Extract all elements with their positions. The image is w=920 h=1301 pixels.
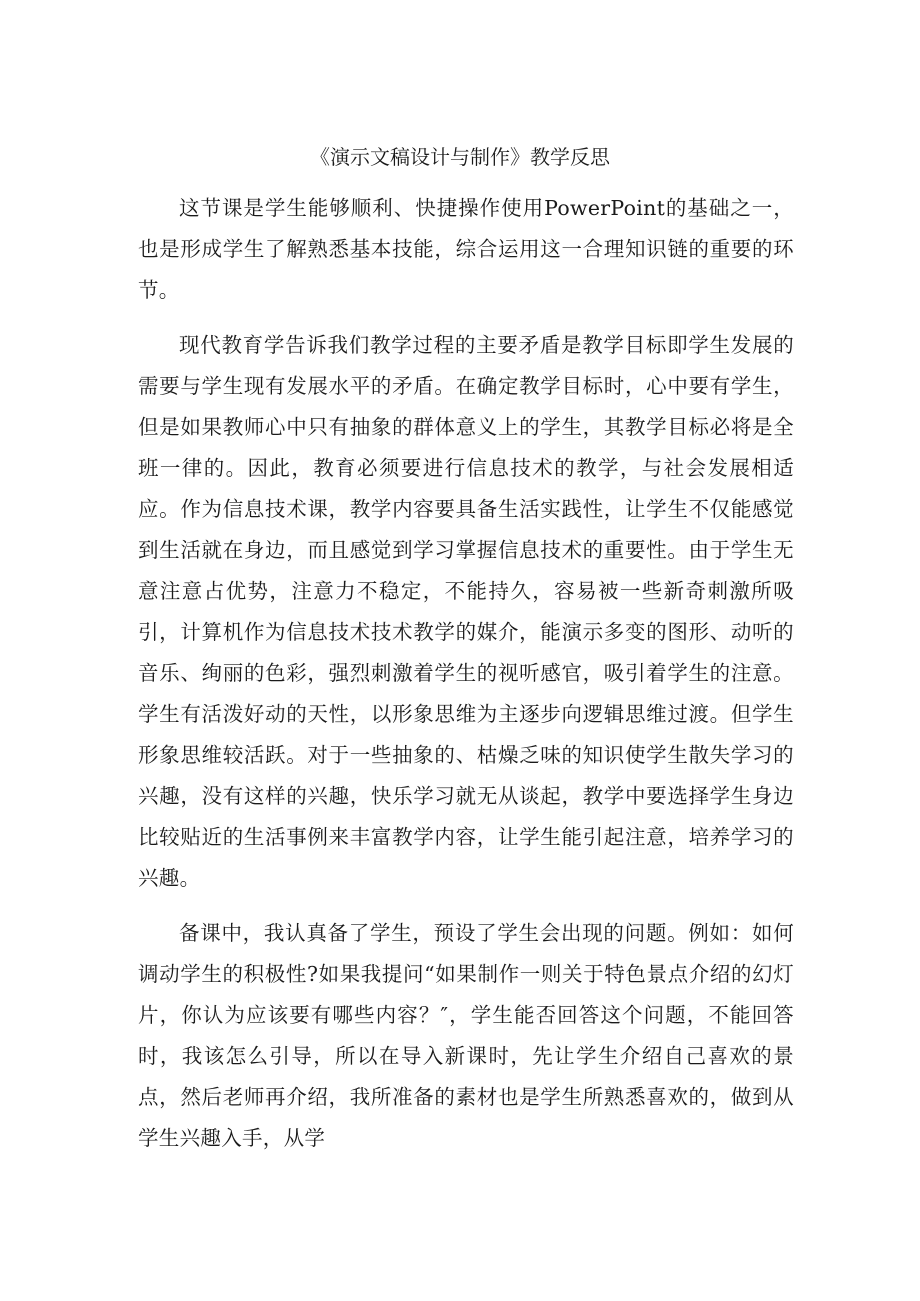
paragraph-intro: 这节课是学生能够顺利、快捷操作使用PowerPoint的基础之一，也是形成学生了解熟悉基本技能，综合运用这一合理知识链的重要的环节。 [138, 196, 794, 302]
document-title: 《演示文稿设计与制作》教学反思 [310, 145, 610, 169]
paragraph-theory: 现代教育学告诉我们教学过程的主要矛盾是教学目标即学生发展的需要与学生现有发展水平的矛盾。在确定教学目标时，心中要有学生，但是如果教师心中只有抽象的群体意义上的学生，其教学目标必将是全班一律的。因此，教育必须要进行信息技术的教学，与社会发展相适应。作为信息技术课，教学内容要具备生活实践性，让学生不仅能感觉到生活就在身边，而且感觉到学习掌握信息技术的重要性。由于学生无意注意占优势，注意力不稳定，不能持久，容易被一些新奇刺激所吸引，计算机作为信息技术技术教学的媒介，能演示多变的图形、动听的音乐、绚丽的色彩，强烈刺激着学生的视听感官，吸引着学生的注意。学生有活泼好动的天性，以形象思维为主逐步向逻辑思维过渡。但学生形象思维较活跃。对于一些抽象的、枯燥乏味的知识使学生散失学习的兴趣，没有这样的兴趣，快乐学习就无从谈起，教学中要选择学生身边比较贴近的生活事例来丰富教学内容，让学生能引起注意，培养学习的兴趣。 [138, 333, 794, 890]
paragraph-preparation: 备课中，我认真备了学生，预设了学生会出现的问题。例如：如何调动学生的积极性?如果我提问“如果制作一则关于特色景点介绍的幻灯片，你认为应该要有哪些内容？″，学生能否回答这个问题，不能回答时，我该怎么引导，所以在导入新课时，先让学生介绍自己喜欢的景点，然后老师再介绍，我所准备的素材也是学生所熟悉喜欢的，做到从学生兴趣入手，从学 [138, 921, 794, 1150]
document-body [138, 188, 794, 1173]
